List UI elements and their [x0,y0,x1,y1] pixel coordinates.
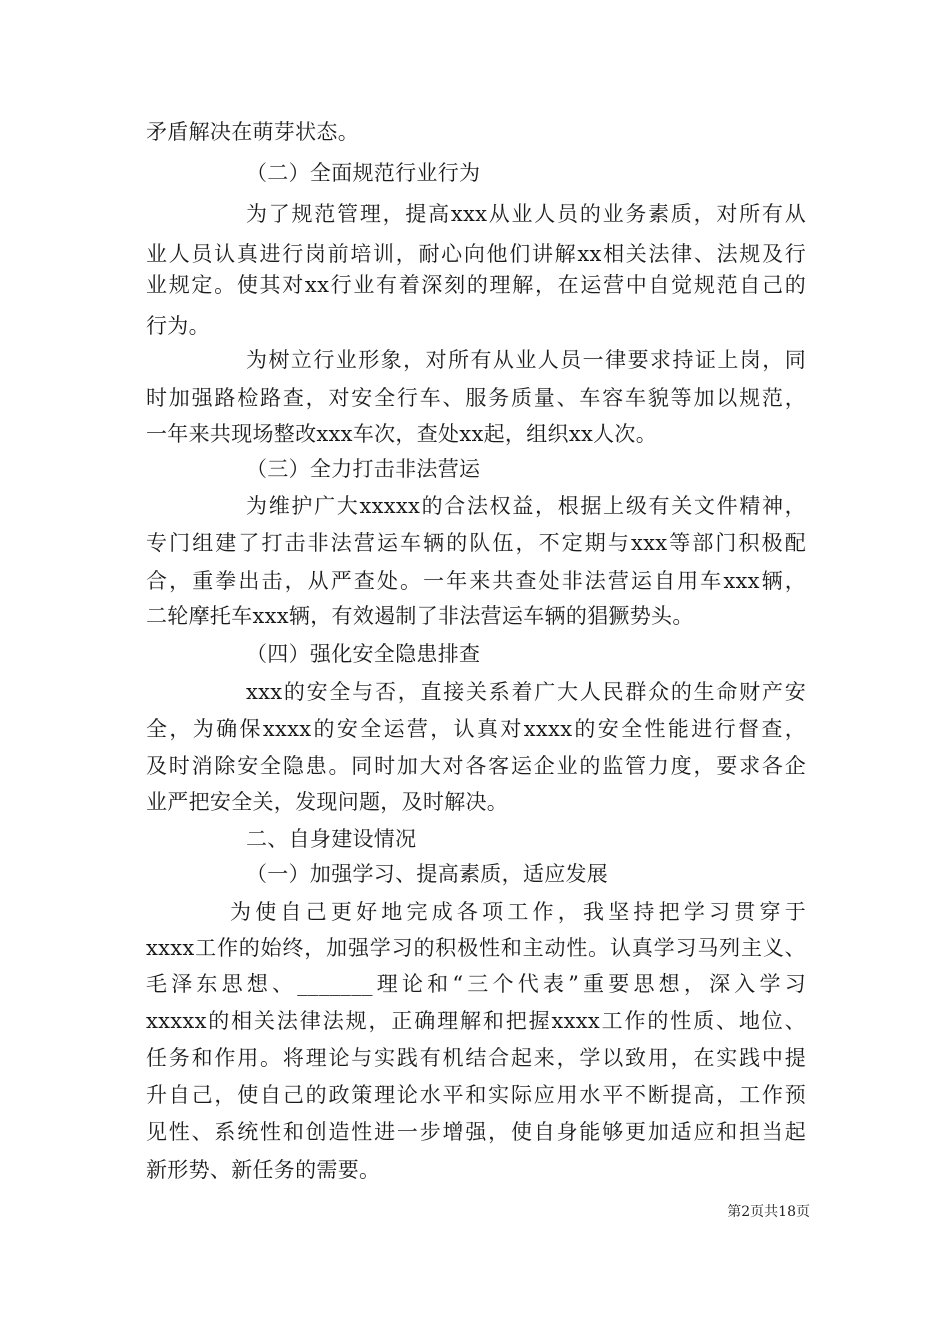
paragraph-line: 升自己，使自己的政策理论水平和实际应用水平不断提高，工作预 [146,1083,806,1107]
paragraph-line: 行为。 [146,314,210,338]
paragraph-line: xxxx工作的始终，加强学习的积极性和主动性。认真学习马列主义、 [146,936,806,960]
paragraph-line: 一年来共现场整改xxx车次，查处xx起，组织xx人次。 [146,422,658,446]
paragraph-line: 为维护广大xxxxx的合法权益，根据上级有关文件精神， [246,494,806,518]
section-heading: （四）强化安全隐患排查 [246,642,481,666]
paragraph-line: 全，为确保xxxx的安全运营，认真对xxxx的安全性能进行督查， [146,717,806,741]
paragraph-line: 为树立行业形象，对所有从业人员一律要求持证上岗，同 [246,348,806,372]
paragraph-line: xxxxx的相关法律法规，正确理解和把握xxxx工作的性质、地位、 [146,1009,806,1033]
paragraph-line: 见性、系统性和创造性进一步增强，使自身能够更加适应和担当起 [146,1120,806,1144]
paragraph-line: 业严把安全关，发现问题，及时解决。 [146,790,509,814]
section-heading: （二）全面规范行业行为 [246,161,481,185]
paragraph-line: 为使自己更好地完成各项工作，我坚持把学习贯穿于 [230,900,806,924]
paragraph-line: 任务和作用。将理论与实践有机结合起来，学以致用，在实践中提 [146,1046,806,1070]
paragraph-line: 毛泽东思想、_______理论和“三个代表”重要思想，深入学习 [146,972,806,996]
paragraph-line: 业人员认真进行岗前培训，耐心向他们讲解xx相关法律、法规及行 [146,242,806,266]
paragraph-line: 合，重拳出击，从严查处。一年来共查处非法营运自用车xxx辆， [146,569,806,593]
paragraph-line: 新形势、新任务的需要。 [146,1158,381,1182]
section-heading: 二、自身建设情况 [246,827,417,851]
paragraph-line: xxx的安全与否，直接关系着广大人民群众的生命财产安 [246,680,806,704]
paragraph-line: 矛盾解决在萌芽状态。 [146,120,359,144]
section-heading: （三）全力打击非法营运 [246,457,481,481]
paragraph-line: 专门组建了打击非法营运车辆的队伍，不定期与xxx等部门积极配 [146,531,806,555]
paragraph-line: 为了规范管理，提高xxx从业人员的业务素质，对所有从 [246,202,806,226]
paragraph-line: 二轮摩托车xxx辆，有效遏制了非法营运车辆的猖獗势头。 [146,604,694,628]
page-number-footer: 第2页共18页 [727,1204,810,1220]
section-heading: （一）加强学习、提高素质，适应发展 [246,862,609,886]
paragraph-line: 及时消除安全隐患。同时加大对各客运企业的监管力度，要求各企 [146,754,806,778]
paragraph-line: 业规定。使其对xx行业有着深刻的理解，在运营中自觉规范自己的 [146,273,806,297]
paragraph-line: 时加强路检路查，对安全行车、服务质量、车容车貌等加以规范， [146,386,806,410]
